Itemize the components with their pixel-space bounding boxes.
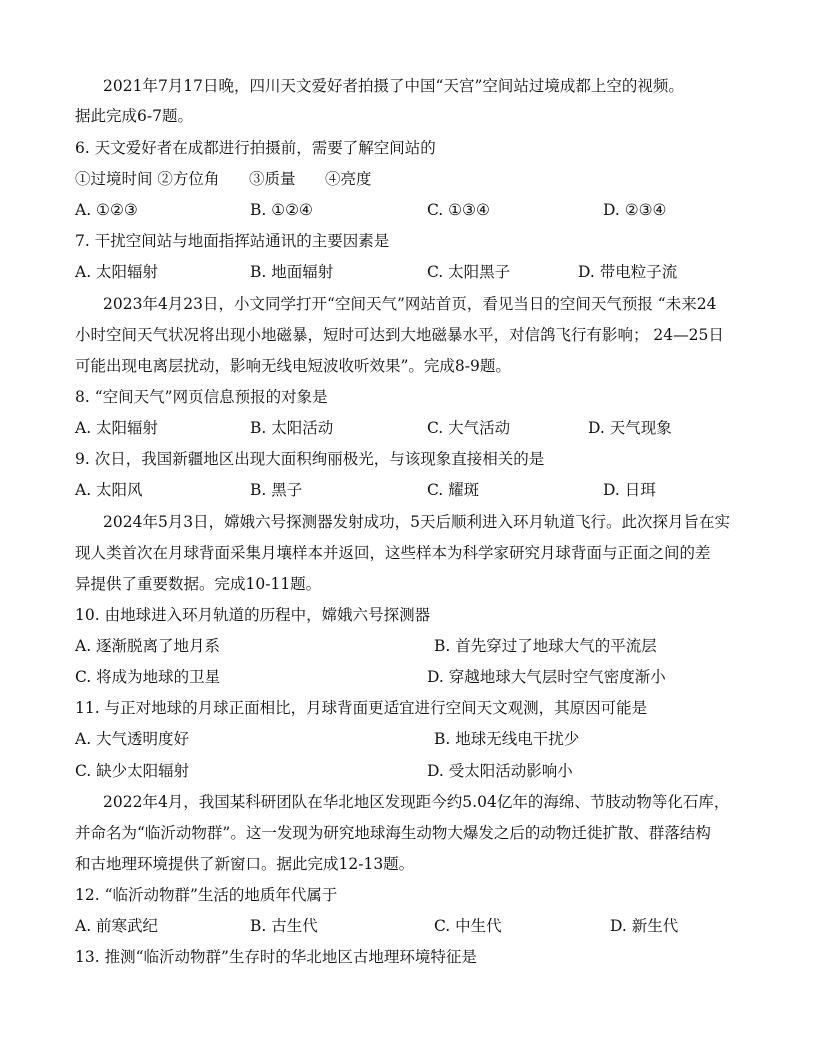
option-d: D. 天气现象 [588,419,672,437]
question-stem: 11. 与正对地球的月球正面相比，月球背面更适宜进行空间天文观测，其原因可能是 [75,699,648,717]
option-a: A. 逐渐脱离了地月系 [75,637,221,655]
option-a: A. 前寒武纪 [75,917,159,935]
passage-line: 2021年7月17日晚，四川天文爱好者拍摄了中国“天宫”空间站过境成都上空的视频。 [103,77,684,95]
option-b: B. 黑子 [250,481,303,499]
passage-line: 据此完成6-7题。 [75,107,193,125]
option-c: C. 缺少太阳辐射 [75,762,190,780]
question-stem: 9. 次日，我国新疆地区出现大面积绚丽极光，与该现象直接相关的是 [75,450,545,468]
option-d: D. 受太阳活动影响小 [427,762,573,780]
option-c: C. ①③④ [427,201,490,219]
option-c: C. 大气活动 [427,419,511,437]
option-a: A. ①②③ [75,201,138,219]
passage-line: 和古地理环境提供了新窗口。据此完成12-13题。 [75,855,415,873]
option-b: B. 古生代 [250,917,318,935]
option-d: D. ②③④ [603,201,667,219]
question-stem: 12. “临沂动物群”生活的地质年代属于 [75,886,338,904]
option-c: C. 耀斑 [427,481,480,499]
question-stem: 7. 干扰空间站与地面指挥站通讯的主要因素是 [75,232,390,250]
option-a: A. 太阳辐射 [75,263,159,281]
option-b: B. 地球无线电干扰少 [434,730,580,748]
passage-line: 2023年4月23日，小文同学打开“空间天气”网站首页，看见当日的空间天气预报 “未来24 [103,295,717,313]
option-d: D. 日珥 [603,481,656,499]
passage-line: 小时空间天气状况将出现小地磁暴，短时可达到大地磁暴水平，对信鸽飞行有影响； 24—25日 [75,326,724,344]
option-a: A. 大气透明度好 [75,730,190,748]
option-a: A. 太阳风 [75,481,143,499]
passage-line: 2022年4月，我国某科研团队在华北地区发现距今约5.04亿年的海绵、节肢动物等化石库， [103,793,730,811]
option-b: B. 太阳活动 [250,419,334,437]
passage-line: 现人类首次在月球背面采集月壤样本并返回，这些样本为科学家研究月球背面与正面之间的差 [75,544,711,562]
question-stem: 6. 天文爱好者在成都进行拍摄前，需要了解空间站的 [75,139,436,157]
option-c: C. 中生代 [434,917,502,935]
passage-line: 可能出现电离层扰动，影响无线电短波收听效果”。完成8-9题。 [75,357,511,375]
option-d: D. 带电粒子流 [578,263,678,281]
question-stem: 8. “空间天气”网页信息预报的对象是 [75,388,328,406]
option-b: B. ①②④ [250,201,313,219]
option-b: B. 地面辐射 [250,263,334,281]
option-c: C. 太阳黑子 [427,263,511,281]
option-a: A. 太阳辐射 [75,419,159,437]
question-stem: 10. 由地球进入环月轨道的历程中，嫦娥六号探测器 [75,606,431,624]
question-items: ①过境时间 ②方位角 ③质量 ④亮度 [75,170,372,188]
option-d: D. 穿越地球大气层时空气密度渐小 [427,668,666,686]
option-c: C. 将成为地球的卫星 [75,668,221,686]
option-d: D. 新生代 [610,917,679,935]
passage-line: 并命名为“临沂动物群”。这一发现为研究地球海生动物大爆发之后的动物迁徙扩散、群落结构 [75,824,711,842]
passage-line: 2024年5月3日，嫦娥六号探测器发射成功，5天后顺利进入环月轨道飞行。此次探月旨在实 [103,513,731,531]
passage-line: 异提供了重要数据。完成10-11题。 [75,575,322,593]
question-stem: 13. 推测“临沂动物群”生存时的华北地区古地理环境特征是 [75,948,477,966]
option-b: B. 首先穿过了地球大气的平流层 [434,637,657,655]
